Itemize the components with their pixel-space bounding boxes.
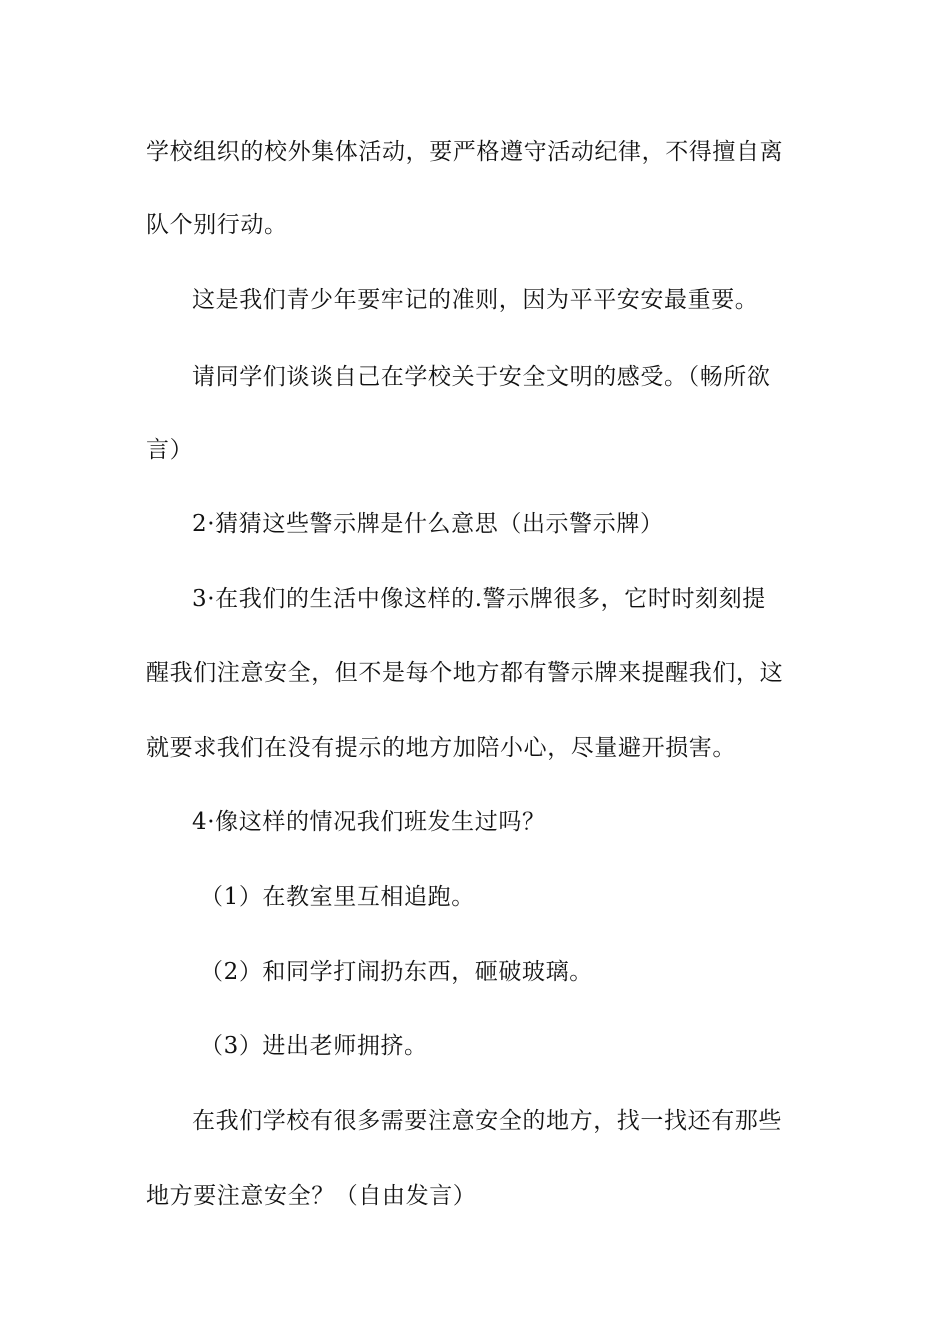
text-line-9: 就要求我们在没有提示的地方加陪小心，尽量避开损害。: [146, 735, 736, 761]
text-line-6: 2·猜猜这些警示牌是什么意思（出示警示牌）: [192, 511, 664, 537]
text-line-7: 3·在我们的生活中像这样的.警示牌很多，它时时刻刻提: [192, 586, 766, 612]
text-line-1: 学校组织的校外集体活动，要严格遵守活动纪律，不得擅自离: [146, 139, 784, 165]
text-line-2: 队个别行动。: [146, 212, 288, 238]
text-line-4: 请同学们谈谈自己在学校关于安全文明的感受。（畅所欲: [192, 364, 771, 390]
text-line-11: （1）在教室里互相追跑。: [200, 884, 475, 910]
text-line-8: 醒我们注意安全，但不是每个地方都有警示牌来提醒我们，这: [146, 660, 784, 686]
text-line-5: 言）: [146, 437, 194, 463]
text-line-10: 4·像这样的情况我们班发生过吗？: [192, 809, 546, 835]
text-line-15: 地方要注意安全？（自由发言）: [146, 1183, 477, 1209]
text-line-3: 这是我们青少年要牢记的准则，因为平平安安最重要。: [192, 287, 759, 313]
text-line-14: 在我们学校有很多需要注意安全的地方，找一找还有那些: [192, 1108, 782, 1134]
text-line-12: （2）和同学打闹扔东西，砸破玻璃。: [200, 959, 593, 985]
text-line-13: （3）进出老师拥挤。: [200, 1033, 428, 1059]
